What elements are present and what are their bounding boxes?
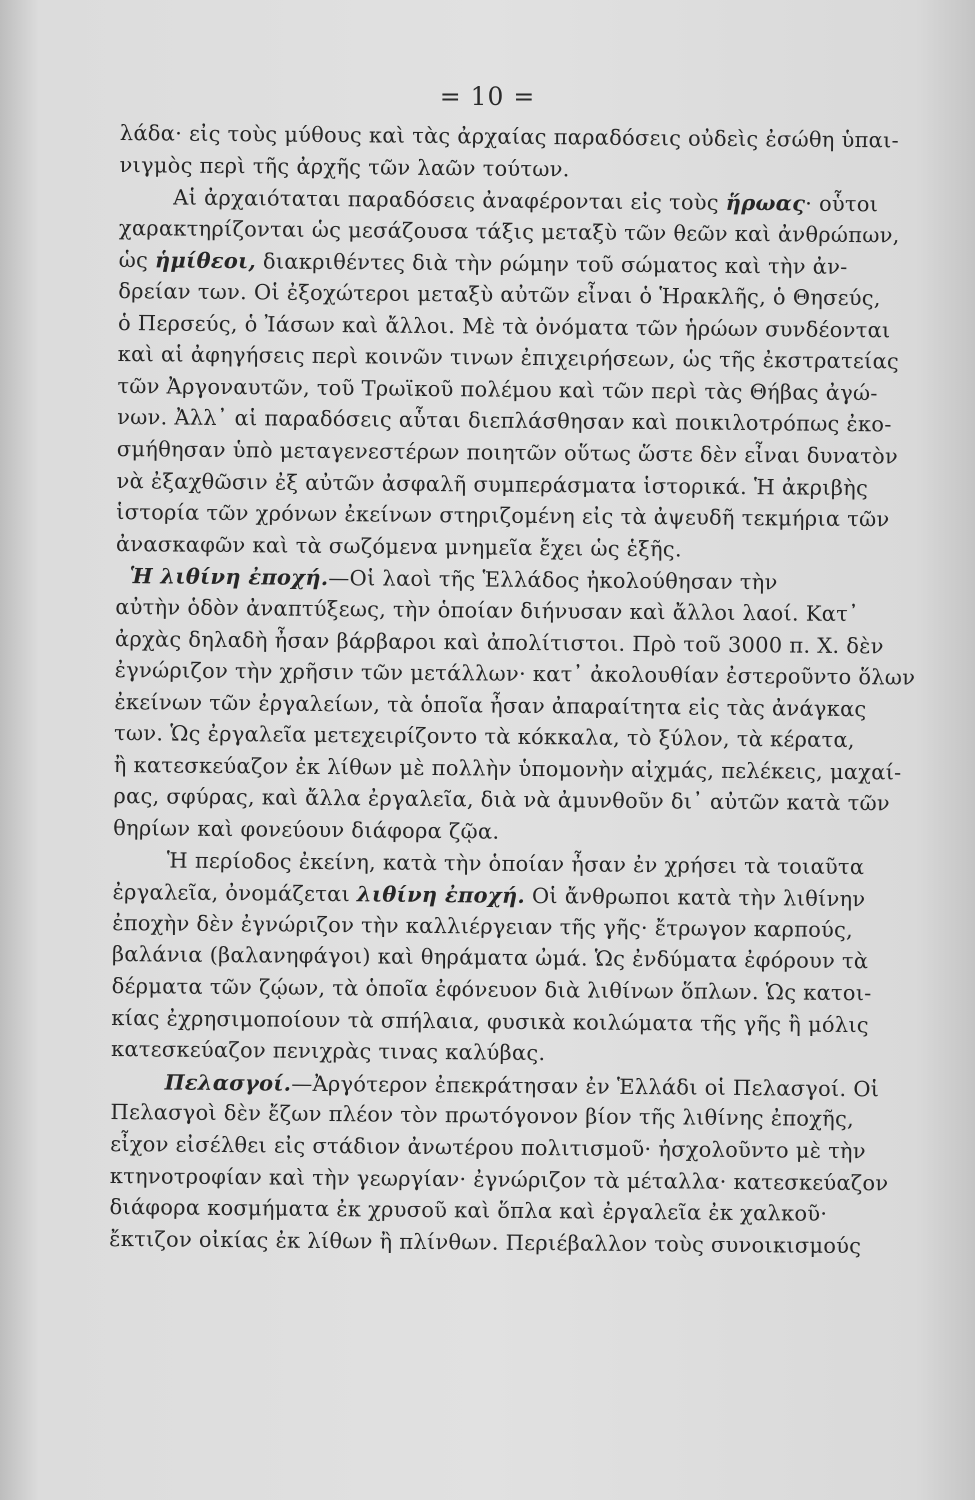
text-line: κατεσκεύαζον πενιχρὰς τινας καλύβας. xyxy=(110,1037,546,1066)
text-line: ἔκτιζον οἰκίας ἐκ λίθων ἢ πλίνθων. Περιέβαλλον τοὺς συνοικισμούς xyxy=(109,1226,862,1258)
text-line: κτηνοτροφίαν καὶ τὴν γεωργίαν· ἐγνώριζον τὰ μέταλλα· κατεσκεύαζον xyxy=(109,1163,889,1196)
emphasis-stone-age: λιθίνη ἐποχή. xyxy=(356,881,526,909)
text-line: ἢ κατεσκεύαζον ἐκ λίθων μὲ πολλὴν ὑπομονὴν αἰχμάς, πελέκεις, μαχαί- xyxy=(113,752,902,785)
emphasis-demigods: ἡμίθεοι, xyxy=(154,247,257,274)
text-span: Οἱ ἄνθρωποι κατὰ τὴν λιθίνην xyxy=(531,884,866,912)
text-line: ἐγνώριζον τὴν χρῆσιν τῶν μετάλλων· κατ᾿ ἀκολουθίαν ἐστεροῦντο ὅλων xyxy=(114,658,916,690)
text-line: δρείαν των. Οἱ ἐξοχώτεροι μεταξὺ αὐτῶν εἶναι ὁ Ἡρακλῆς, ὁ Θησεύς, xyxy=(118,278,881,311)
text-line: ὁ Περσεύς, ὁ Ἰάσων καὶ ἄλλοι. Μὲ τὰ ὀνόματα τῶν ἡρώων συνδέονται xyxy=(117,310,891,342)
text-span: · οὗτοι xyxy=(805,191,879,217)
section-heading-stone-age: Ἡ λιθίνη ἐποχή. xyxy=(129,563,329,591)
text-line: αὐτὴν ὁδὸν ἀναπτύξεως, τὴν ὁποίαν διήνυσαν καὶ ἄλλοι λαοί. Κατ᾿ xyxy=(115,594,859,627)
text-line: ρας, σφύρας, καὶ ἄλλα ἐργαλεῖα, διὰ νὰ ἀμυνθοῦν δι᾿ αὐτῶν κατὰ τῶν xyxy=(113,784,891,816)
emphasis-heroes: ἥρωας xyxy=(725,190,806,216)
text-line: τῶν Ἀργοναυτῶν, τοῦ Τρωϊκοῦ πολέμου καὶ τῶν περὶ τὰς Θήβας ἀγώ- xyxy=(117,373,878,406)
text-line: ἐποχὴν δὲν ἐγνώριζον τὴν καλλιέργειαν τῆς γῆς· ἔτρωγον καρπούς, xyxy=(112,910,854,942)
text-line: δέρματα τῶν ζῴων, τὰ ὁποῖα ἐφόνευον διὰ λιθίνων ὅπλων. Ὡς κατοι- xyxy=(111,973,872,1006)
text-line: βαλάνια (βαλανηφάγοι) καὶ θηράματα ὠμά. Ὡς ἐνδύματα ἐφόρουν τὰ xyxy=(111,942,869,974)
text-line: Πελασγοὶ δὲν ἔζων πλέον τὸν πρωτόγονον βίον τῆς λιθίνης ἐποχῆς, xyxy=(110,1100,855,1132)
text-line: εἶχον εἰσέλθει εἰς στάδιον ἀνωτέρου πολιτισμοῦ· ἠσχολοῦντο μὲ τὴν xyxy=(110,1131,866,1164)
text-span: Αἱ ἀρχαιόταται παραδόσεις ἀναφέρονται εἰς τοὺς xyxy=(173,185,719,215)
text-line: νων. Ἀλλ᾿ αἱ παραδόσεις αὗται διεπλάσθησαν καὶ ποικιλοτρόπως ἐκο- xyxy=(117,405,892,437)
text-line: νιγμὸς περὶ τῆς ἀρχῆς τῶν λαῶν τούτων. xyxy=(119,152,570,181)
text-line: ἀνασκαφῶν καὶ τὰ σωζόμενα μνημεῖα ἔχει ὡς ἑξῆς. xyxy=(115,531,682,562)
text-line: χαρακτηρίζονται ὡς μεσάζουσα τάξις μεταξὺ τῶν θεῶν καὶ ἀνθρώπων, xyxy=(118,215,900,248)
text-span: —Ἀργότερον ἐπεκράτησαν ἐν Ἑλλάδι οἱ Πελασγοί. Οἱ xyxy=(291,1071,880,1102)
text-line: ἀρχὰς δηλαδὴ ἦσαν βάρβαροι καὶ ἀπολίτιστοι. Πρὸ τοῦ 3000 π. Χ. δὲν xyxy=(114,626,884,658)
section-heading-pelasgians: Πελασγοί. xyxy=(164,1069,292,1096)
text-span: ἐργαλεῖα, ὀνομάζεται xyxy=(112,880,351,907)
text-line: λάδα· εἰς τοὺς μύθους καὶ τὰς ἀρχαίας παραδόσεις οὐδεὶς ἐσώθη ὑπαι- xyxy=(119,120,899,153)
text-line: ἐκείνων τῶν ἐργαλείων, τὰ ὁποῖα ἦσαν ἀπαραίτητα εἰς τὰς ἀνάγκας xyxy=(114,689,867,721)
text-line: Ἡ περίοδος ἐκείνη, κατὰ τὴν ὁποίαν ἦσαν ἐν χρήσει τὰ τοιαῦτα xyxy=(166,848,865,879)
text-line: κίας ἐχρησιμοποίουν τὰ σπήλαια, φυσικὰ κοιλώματα τῆς γῆς ἢ μόλις xyxy=(111,1005,870,1037)
page-number: = 10 = xyxy=(439,82,536,111)
text-line: ἱστορία τῶν χρόνων ἐκείνων στηριζομένη εἰς τὰ ἀψευδῆ τεκμήρια τῶν xyxy=(116,500,890,532)
text-line: νὰ ἐξαχθῶσιν ἐξ αὐτῶν ἀσφαλῆ συμπεράσματα ἱστορικά. Ἡ ἀκριβὴς xyxy=(116,468,869,500)
text-span: διακριθέντες διὰ τὴν ρώμην τοῦ σώματος καὶ τὴν ἀν- xyxy=(262,249,848,280)
text-line: καὶ αἱ ἀφηγήσεις περὶ κοινῶν τινων ἐπιχειρήσεων, ὡς τῆς ἐκστρατείας xyxy=(117,342,900,374)
text-line: των. Ὡς ἐργαλεῖα μετεχειρίζοντο τὰ κόκκαλα, τὸ ξύλον, τὰ κέρατα, xyxy=(113,721,855,753)
text-line: θηρίων καὶ φονεύουν διάφορα ζῷα. xyxy=(113,816,500,844)
text-line: σμήθησαν ὑπὸ μεταγενεστέρων ποιητῶν οὕτως ὥστε δὲν εἶναι δυνατὸν xyxy=(116,436,899,469)
text-span: —Οἱ λαοὶ τῆς Ἑλλάδος ἠκολούθησαν τὴν xyxy=(328,566,778,595)
body-text xyxy=(109,118,920,1263)
text-span: ὡς xyxy=(118,248,149,273)
text-line: διάφορα κοσμήματα ἐκ χρυσοῦ καὶ ὅπλα καὶ ἐργαλεῖα ἐκ χαλκοῦ· xyxy=(109,1195,828,1227)
